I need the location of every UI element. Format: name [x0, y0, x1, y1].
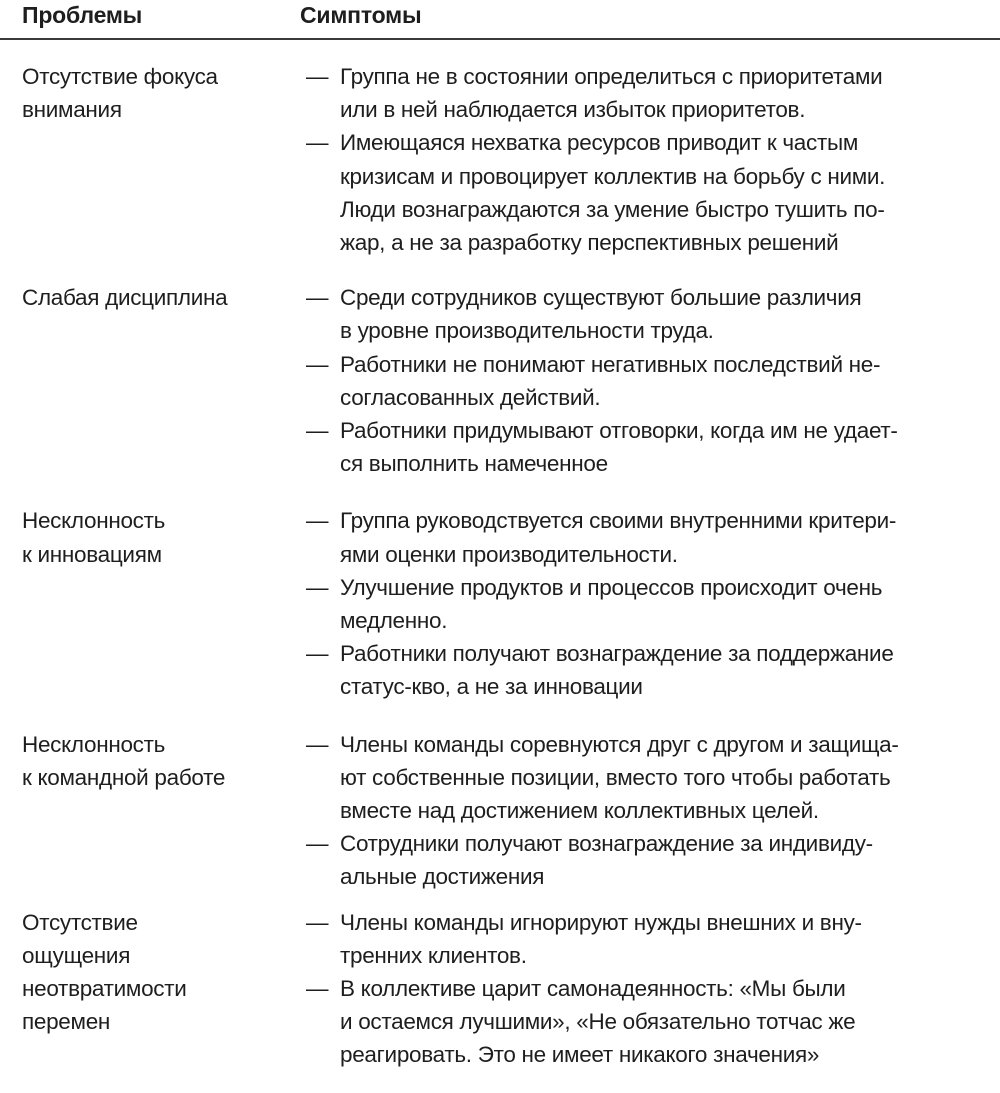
dash-bullet: — [306, 130, 329, 156]
symptom-text: Сотрудники получают вознаграждение за индивиду- альные достижения [340, 831, 873, 890]
symptom-text: В коллективе царит самонадеянность: «Мы были и остаемся лучшими», «Не обязательно тотчас же реагировать. Это не имеет никакого значения» [340, 976, 856, 1068]
table-row [0, 281, 1000, 480]
symptom-text: Группа не в состоянии определиться с приоритетами или в ней наблюдается избыток приоритетов. [340, 64, 883, 123]
table-header [0, 0, 1000, 40]
symptom-text: Работники получают вознаграждение за поддержание статус-кво, а не за инновации [340, 641, 894, 700]
problem-cell: Отсутствие ощущения неотвратимости перемен [22, 909, 187, 1035]
symptom-text: Члены команды игнорируют нужды внешних и вну- тренних клиентов. [340, 909, 862, 968]
symptom-text: Работники не понимают негативных последствий не- согласованных действий. [340, 351, 881, 410]
problem-cell: Несклонность к инновациям [22, 508, 166, 567]
symptom-item [300, 906, 980, 972]
column-header-problems: Проблемы [22, 2, 143, 28]
symptom-item [300, 571, 980, 637]
symptom-item [300, 827, 980, 893]
table-row [0, 728, 1000, 894]
problem-cell: Отсутствие фокуса внимания [22, 64, 218, 123]
symptoms-cell [300, 504, 980, 703]
symptom-text: Члены команды соревнуются друг с другом и защища- ют собственные позиции, вместо того чтобы работать вместе над достижением коллективных целей. [340, 731, 899, 824]
dash-bullet: — [306, 641, 329, 667]
dash-bullet: — [306, 508, 329, 534]
symptom-text: Улучшение продуктов и процессов происходит очень медленно. [340, 574, 883, 634]
symptom-text: Группа руководствуется своими внутренними критери- ями оценки производительности. [340, 508, 897, 567]
dash-bullet: — [306, 285, 329, 311]
table-row [0, 906, 1000, 1072]
dash-bullet: — [306, 909, 329, 935]
dash-bullet: — [306, 831, 329, 857]
dash-bullet: — [306, 64, 329, 89]
symptoms-cell [300, 60, 980, 259]
column-header-symptoms: Симптомы [300, 2, 422, 28]
symptom-item [300, 728, 980, 828]
symptom-item [300, 348, 980, 414]
symptom-item [300, 972, 980, 1072]
symptom-text: Имеющаяся нехватка ресурсов приводит к частым кризисам и провоцирует коллектив на борьбу с ними. Люди вознаграждаются за умение быстро тушить по- жар, а не за разработку перспективных решений [340, 130, 886, 256]
problem-cell: Слабая дисциплина [22, 285, 228, 311]
symptom-item [300, 281, 980, 347]
symptom-item [300, 126, 980, 259]
symptom-text: Среди сотрудников существуют большие различия в уровне производительности труда. [340, 285, 862, 344]
dash-bullet: — [306, 351, 329, 377]
symptom-item [300, 60, 980, 126]
problem-cell: Несклонность к командной работе [22, 731, 226, 790]
symptoms-cell [300, 281, 980, 480]
symptoms-cell [300, 906, 980, 1072]
dash-bullet: — [306, 418, 329, 444]
table-body [0, 60, 1000, 1072]
symptom-text: Работники придумывают отговорки, когда им не удает- ся выполнить намеченное [340, 418, 898, 477]
table-row [0, 504, 1000, 703]
dash-bullet: — [306, 574, 329, 600]
dash-bullet: — [306, 976, 329, 1002]
symptoms-cell [300, 728, 980, 894]
dash-bullet: — [306, 731, 329, 757]
table-row [0, 60, 1000, 259]
symptom-item [300, 504, 980, 570]
symptom-item [300, 637, 980, 703]
symptom-item [300, 414, 980, 480]
